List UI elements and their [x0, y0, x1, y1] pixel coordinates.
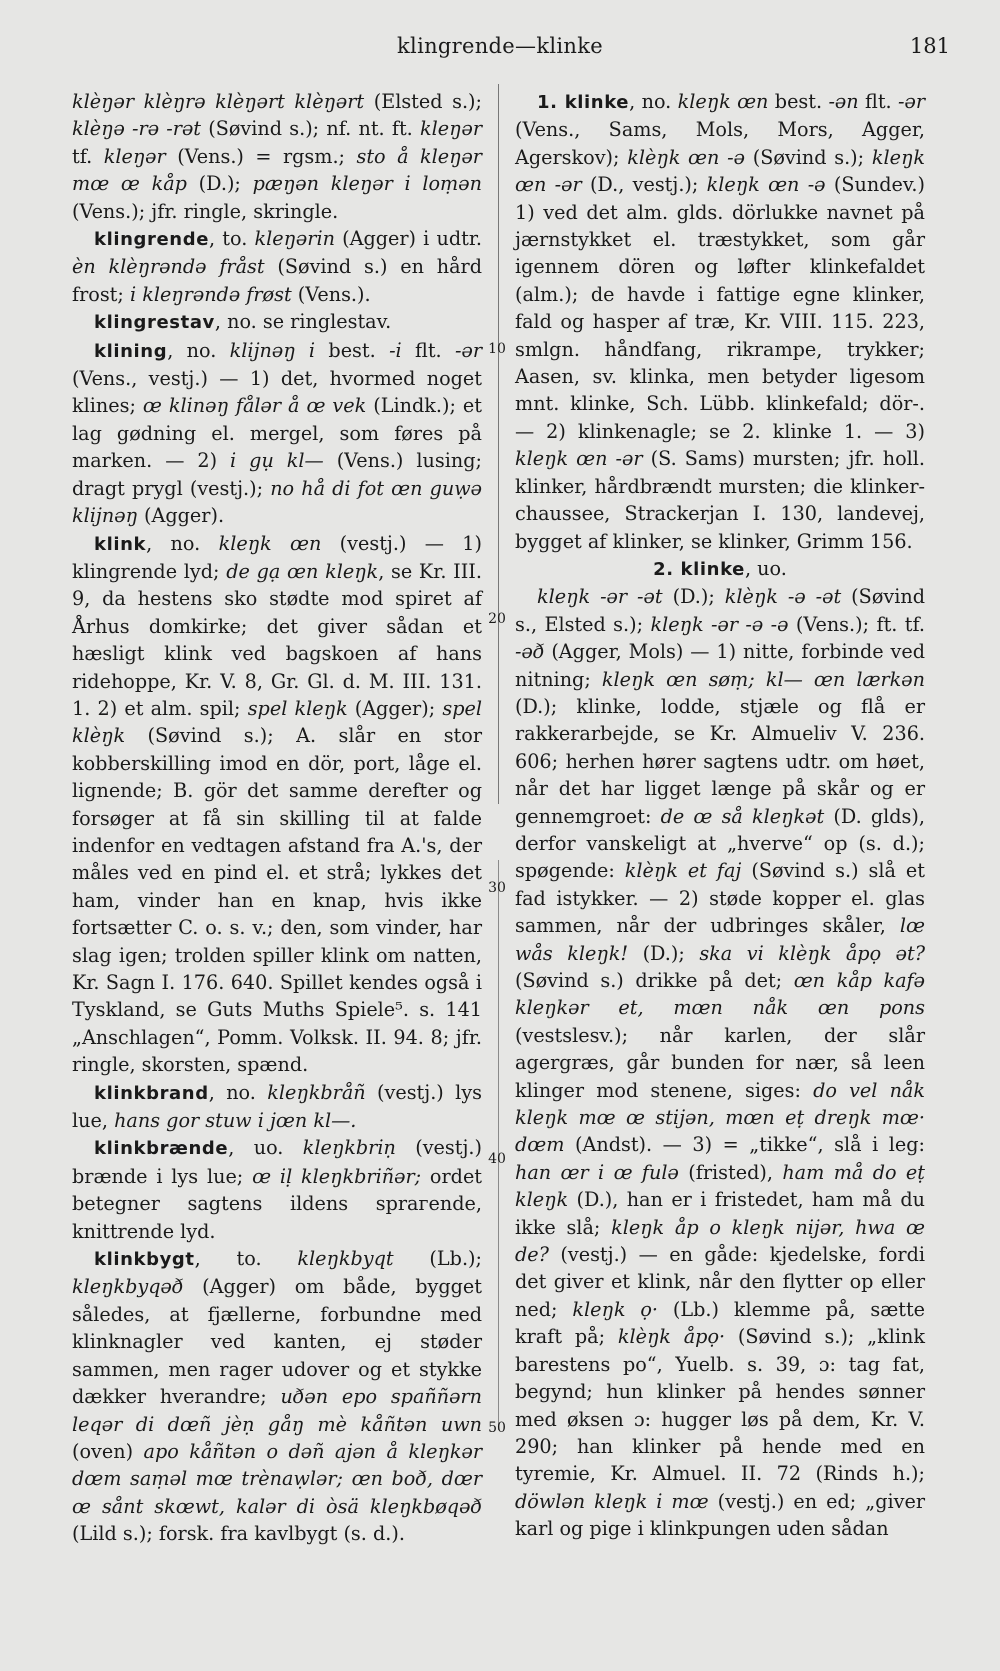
dialect-form: -i — [389, 338, 402, 362]
entry-text: (Lild s.); forsk. fra kavlbygt (s. d.). — [72, 1522, 405, 1546]
entry-text: (Søvind s.); „klink barestens po“, Yuelb. s. 39, ɔ: tag fat, begynd; hun klinker på hendes sønner med øksen ɔ: hugger løs på dem, Kr. V. 290; han klinker på hende med en tyremie, Kr. Almuel. II. 72 (Rinds h.); — [515, 1325, 926, 1486]
entry-text: , se Kr. III. 9, da hestens sko stødte mod spiret af Århus domkirke; det giver sådan et hæsligt klink ved bagskoen af hans ridehoppe, Kr. V. 8, Gr. Gl. d. M. III. 131. 1. 2) et alm. spil; — [72, 559, 482, 720]
headword: 2. klinke — [653, 558, 745, 580]
dialect-form: klèŋə -rə -rət — [72, 117, 202, 141]
line-number-30: 30 — [488, 880, 506, 896]
entry-text: (vestj.) brænde i lys lue; — [72, 1136, 483, 1188]
entry-text: (vestj.) lys lue, — [72, 1080, 483, 1133]
entry-text: (D., vestj.); — [581, 173, 707, 197]
entry-text: , no. — [208, 1080, 268, 1104]
entry-text: (Søvind s.) drikke på det; — [515, 969, 794, 992]
entry-text: (oven) — [72, 1439, 144, 1463]
entry-text: (vestslesv.); når karlen, der slår agergræs, går bunden for nær, så leen klinger mod stenene, siges: — [515, 1023, 925, 1102]
entry-text: (vestj.) — 1) klingrende lyd; — [72, 531, 483, 583]
column-divider-lower — [498, 860, 499, 1430]
entry-text: (Lb.); — [393, 1247, 482, 1271]
dictionary-entry — [72, 1134, 482, 1245]
entry-text: , uo. — [744, 556, 787, 580]
headword: klinkbrænde — [94, 1138, 229, 1160]
headword: klink — [94, 533, 147, 555]
entry-text: (Lindk.); et lag gødning el. mergel, som føres på marken. — 2) — [72, 394, 482, 473]
dictionary-entry — [72, 1079, 482, 1135]
dialect-form: hans gor stuw i jœn kl—. — [114, 1109, 357, 1133]
entry-text: (Søvind s., Elsted s.); — [515, 585, 925, 636]
dictionary-entry — [72, 88, 482, 225]
line-number-10: 10 — [488, 341, 506, 357]
entry-text: tf. — [72, 144, 104, 168]
entry-text: flt. — [858, 90, 898, 113]
dialect-form: èn klèŋrəndə fråst — [72, 255, 265, 279]
entry-text: (D.); klinke, lodde, stjæle og flå er rakkerarbejde, se Kr. Almueliv V. 236. 606; herhen hører sagtens udtr. om høet, når det har ligget længe på skår og er gennemgroet: — [515, 694, 925, 828]
entry-text: (Vens., vestj.) — 1) det, hvormed noget klines; — [72, 367, 482, 418]
entry-text: (Søvind s.) slå et fad istykker. — 2) støde kopper el. glas sammen, når der udbringes skåler, — [515, 859, 925, 938]
entry-text: , to. — [209, 227, 255, 251]
dialect-form: de œ så kleŋkət — [660, 804, 825, 828]
dialect-form: klèŋk et faj — [624, 859, 742, 883]
dialect-form: kleŋk œn -ər — [515, 145, 925, 197]
dialect-form: kleŋk åp o kleŋk nijər, hwa œ de? — [515, 1215, 925, 1267]
headword: 1. klinke — [537, 92, 630, 113]
dialect-form: ska vi klèŋk åpọ ət? — [699, 941, 926, 965]
entry-text: (Andst). — 3) = „tikke“, slå i leg: — [564, 1133, 925, 1157]
dialect-form: kleŋk œn — [677, 90, 769, 113]
entry-text: , no. — [146, 531, 219, 555]
dictionary-entry — [515, 583, 925, 1542]
entry-text: (vestj.) en ed; „giver karl og pige i klinkpungen uden sådan — [515, 1489, 926, 1541]
dialect-form: kleŋkbyqəð — [72, 1275, 184, 1299]
dialect-form: klijnəŋ i — [229, 338, 316, 362]
headword: klingrende — [94, 229, 210, 251]
entry-text: (Elsted s.); — [364, 90, 482, 113]
entry-text: (fristed), — [678, 1160, 783, 1184]
entry-text: (Vens.) lusing; dragt prygl (vestj.); — [72, 449, 482, 500]
line-number-40: 40 — [488, 1151, 506, 1167]
entry-text: (Vens.) = rgsm.; — [165, 144, 357, 168]
line-number-20: 20 — [488, 611, 506, 627]
dialect-form: kleŋk -ər -ət — [537, 585, 663, 609]
dialect-form: klèŋər klèŋrə klèŋərt klèŋərt — [72, 90, 365, 113]
page-number: 181 — [909, 34, 950, 58]
dialect-form: kleŋərin — [254, 227, 335, 251]
dialect-form: kleŋər — [103, 144, 166, 168]
dialect-form: œ iḷ kleŋkbriñər; — [252, 1164, 422, 1188]
dialect-form: -ər — [898, 90, 926, 113]
dialect-form: kleŋkbyqt — [297, 1247, 394, 1271]
line-number-50: 50 — [488, 1420, 506, 1436]
dialect-form: kleŋk œn -ə — [706, 173, 826, 197]
dialect-form: kleŋk œn -ər — [515, 447, 643, 471]
dialect-form: sto å kleŋər mœ œ kåp — [72, 144, 482, 196]
entry-text: (Agger, Mols) — 1) nitte, forbinde ved nitning; — [515, 640, 925, 691]
dialect-form: lœ wås kleŋk! — [515, 914, 925, 965]
dictionary-entry — [72, 225, 482, 308]
entry-text: , to. — [194, 1247, 298, 1271]
entry-text: (Søvind s.); — [744, 145, 872, 169]
entry-text: (Vens.); jfr. ringle, skringle. — [72, 199, 339, 223]
dialect-form: œn kåp kafə kleŋkər et, mœn nåk œn pons — [515, 969, 925, 1020]
column-divider — [498, 84, 499, 804]
dialect-form: pæŋən kleŋər i loṃən — [252, 172, 483, 196]
entry-text: (Søvind s.); nf. nt. ft. — [201, 117, 420, 141]
dialect-form: do vel nåk kleŋk mœ œ stijən, mœn eṭ dreŋk mœ· dœm — [515, 1078, 925, 1157]
dialect-form: i gụ kl— — [230, 449, 324, 473]
entry-text: ordet betegner sagtens ildens sprагende, knittrende lyd. — [72, 1164, 483, 1243]
dialect-form: uðən epo spaññərn leqər di dœñ jèṇ gåŋ mè kåñtən uwn — [72, 1385, 482, 1436]
entry-text: (D.); — [628, 941, 700, 965]
dialect-form: klèŋk -ə -ət — [724, 585, 842, 609]
entry-text: (D. glds), derfor vanskeligt at „hverve“ op (s. d.); spøgende: — [515, 804, 925, 883]
dictionary-entry — [515, 88, 925, 555]
dictionary-entry — [515, 555, 925, 583]
dialect-form: no hå di fot œn guẉə klijnəŋ — [72, 476, 482, 528]
dialect-form: kleŋk œn — [218, 531, 322, 555]
left-column — [72, 88, 482, 1548]
dialect-form: klèŋk œn -ə — [627, 145, 745, 169]
entry-text: (Agger); — [347, 696, 443, 720]
dictionary-entry — [72, 530, 482, 1079]
entry-text: (Agger) om både, bygget således, at fjællerne, forbundne med klinknagler ved kanten, ej støder sammen, men rager udover og et stykke dækker hverandre; — [72, 1275, 482, 1409]
dialect-form: kleŋk -ər -ə -ə — [650, 612, 789, 636]
dialect-form: kleŋkbråñ — [267, 1080, 366, 1104]
dialect-form: kleŋk ọ· — [572, 1297, 659, 1321]
entry-text: (vestj.) — en gåde: kjedelske, fordi det giver et klink, når den flytter op eller ned; — [515, 1243, 925, 1321]
entry-text: (Vens., Sams, Mols, Mors, Agger, Agerskov); — [515, 118, 925, 169]
headword: klining — [94, 340, 168, 362]
dialect-form: kleŋk œn søṃ; kl— œn lærkən — [601, 667, 926, 691]
entry-text: (Vens.). — [291, 282, 371, 306]
right-column — [515, 88, 925, 1543]
entry-text: , uo. — [228, 1136, 303, 1160]
entry-text: (D.); — [186, 172, 253, 196]
entry-text: (Agger) i udtr. — [334, 227, 482, 251]
dialect-form: spel kleŋk — [247, 696, 348, 720]
dialect-form: apo kåñtən o dəñ ajən å kleŋkər dœm saṃəl mœ trènaẉlər; œn boð, dœr œ sånt skœwt, kalər di òsä kleŋkbøqəð — [72, 1439, 482, 1518]
entry-text: best. — [315, 338, 390, 362]
dictionary-entry — [72, 337, 482, 530]
entry-text: (Sundev.) 1) ved det alm. glds. dörlukke navnet på jærnstykket el. træstykket, som går igennem dören og løfter klinkefaldet (alm.); de havde i fattige egne klinker, fald og hasper af træ, Kr. VIII. 115. 223, smlgn. håndfang, rikrampe, trykker; Aasen, sv. klinka, men betyder ligesom mnt. klinke, Sch. Lübb. klinkefald; dör-. — 2) klinkenagle; se 2. klinke 1. — 3) — [515, 173, 925, 443]
dialect-form: -ər — [455, 338, 483, 362]
entry-text: , no. — [629, 90, 678, 113]
headword: klinkbygt — [94, 1249, 195, 1271]
dialect-form: spel klèŋk — [72, 696, 482, 748]
entry-text: (S. Sams) mursten; jfr. holl. klinker, hårdbrændt mursten; die klinker-chaussee, Strackerjan I. 130, landevej, bygget af klinker, se klinker, Grimm 156. — [515, 447, 925, 553]
entry-text: (Agger). — [137, 504, 225, 528]
entry-text: flt. — [401, 338, 455, 362]
dictionary-entry — [72, 1245, 482, 1547]
headword: klingrestav — [94, 312, 215, 334]
dialect-form: œ klinəŋ fålər å œ vek — [142, 394, 367, 418]
entry-text: (D.), han er i fristedet, ham må du ikke slå; — [515, 1188, 925, 1239]
dialect-form: han œr i œ fulə — [515, 1160, 679, 1184]
entry-text: (D.); — [662, 585, 725, 609]
entry-text: , no. — [167, 338, 230, 362]
entry-text: best. — [768, 90, 829, 113]
entry-text: (Søvind s.) en hård frost; — [72, 255, 482, 306]
dialect-form: de gạ œn kleŋk — [226, 559, 379, 583]
dialect-form: -əð — [515, 640, 545, 664]
dialect-form: i kleŋrəndə frøst — [129, 282, 292, 306]
dialect-form: -ən — [828, 90, 859, 113]
entry-text: (Vens.); ft. tf. — [788, 612, 926, 636]
dialect-form: ham må do eṭ kleŋk — [515, 1160, 925, 1212]
running-title: klingrende—klinke — [397, 34, 603, 58]
entry-text: , no. se ringlestav. — [214, 310, 392, 334]
dictionary-entry — [72, 308, 482, 336]
dialect-form: kleŋər — [420, 117, 483, 141]
dialect-form: klèŋk åpọ· — [617, 1325, 726, 1349]
entry-text: (Lb.) klemme på, sætte kraft på; — [515, 1297, 926, 1349]
dialect-form: kleŋkbriṇ — [302, 1136, 396, 1160]
headword: klinkbrand — [94, 1082, 209, 1104]
entry-text: (Søvind s.); A. slår en stor kobberskilling imod en dör, port, låge el. lignende; B. gör det samme derefter og forsøger at få sin skilling til at falde indenfor en vedtagen afstand fra A.'s, der måles ved en pind el. et strå; lykkes det ham, vinder han en knap, hvis ikke fortsætter C. o. s. v.; den, som vinder, har slag igen; trolden spiller klink om natten, Kr. Sagn I. 176. 640. Spillet kendes også i Tyskland, se Guts Muths Spiele⁵. s. 141 „Anschlagen“, Pomm. Volksk. II. 94. 8; jfr. ringle, skorsten, spænd. — [72, 724, 482, 1077]
dialect-form: döwlən kleŋk i mœ — [515, 1489, 709, 1513]
